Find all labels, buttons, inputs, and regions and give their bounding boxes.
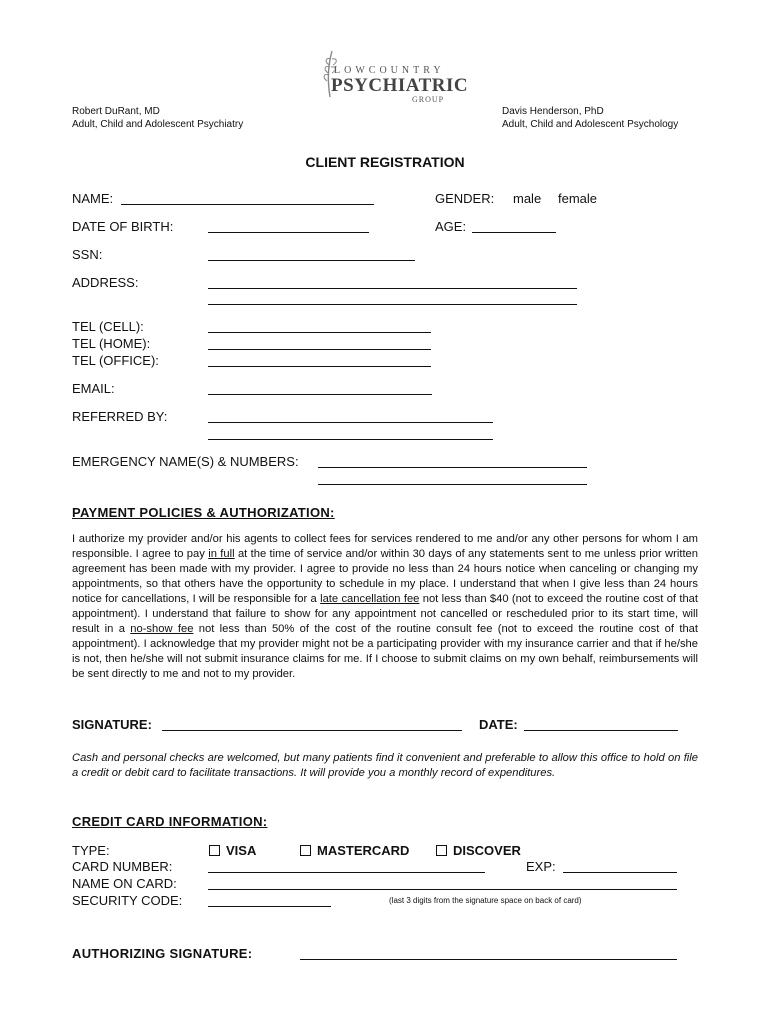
visa-option[interactable] [209, 843, 256, 858]
authorizing-signature-field[interactable] [300, 959, 677, 960]
dob-field[interactable] [208, 232, 369, 233]
ssn-field[interactable] [208, 260, 415, 261]
emergency-field-1[interactable] [318, 467, 587, 468]
provider-left-name: Robert DuRant, MD [72, 106, 160, 117]
email-field[interactable] [208, 394, 432, 395]
gender-female-option[interactable]: female [558, 191, 598, 206]
referred-label: REFERRED BY: [72, 409, 168, 424]
tel-office-label: TEL (OFFICE): [72, 353, 159, 368]
tel-home-field[interactable] [208, 349, 431, 350]
visa-checkbox-icon[interactable] [209, 845, 220, 856]
age-field[interactable] [472, 232, 556, 233]
mastercard-checkbox-icon[interactable] [300, 845, 311, 856]
payment-policy-text: I authorize my provider and/or his agents to collect fees for services rendered to me and/or any other persons for whom I am responsible. I agree to pay in full at the time of service and/or within 30 days of any statements sent to me unless prior written agreement has been made with my provider. I agree to provide no less than 24 hours notice when canceling or changing my appointments, so that others have the opportunity to schedule in my place. I understand that when I give less than 24 hours notice for cancellations, I will be responsible for a late cancellation fee not less than $40 (not to exceed the routine cost of that appointment). I understand that failure to show for any appointment not cancelled or rescheduled prior to its start time, will result in a no-show fee not less than 50% of the cost of the routine consult fee (not to exceed the routine cost of that appointment). I acknowledge that my provider might not be a participating provider with my insurance carrier and that if he/she is not, then he/she will not submit insurance claims for me. If I choose to submit claims on my own behalf, reimbursements will be sent directly to me and not to my provider. [72, 533, 698, 680]
security-code-label: SECURITY CODE: [72, 893, 183, 908]
visa-label: VISA [226, 843, 257, 858]
provider-right-title: Adult, Child and Adolescent Psychology [502, 119, 679, 130]
payment-heading: PAYMENT POLICIES & AUTHORIZATION: [72, 505, 335, 520]
exp-label: EXP: [526, 859, 556, 874]
date-label: DATE: [479, 717, 518, 732]
email-label: EMAIL: [72, 381, 115, 396]
signature-label: SIGNATURE: [72, 717, 152, 732]
signature-field[interactable] [162, 730, 462, 731]
exp-field[interactable] [563, 872, 677, 873]
tel-home-label: TEL (HOME): [72, 336, 151, 351]
mastercard-label: MASTERCARD [317, 843, 410, 858]
dob-label: DATE OF BIRTH: [72, 219, 174, 234]
logo-line2: PSYCHIATRIC [331, 75, 469, 96]
age-label: AGE: [435, 219, 467, 234]
name-on-card-label: NAME ON CARD: [72, 876, 177, 891]
card-number-label: CARD NUMBER: [72, 859, 173, 874]
card-number-field[interactable] [208, 872, 485, 873]
name-label: NAME: [72, 191, 114, 206]
discover-label: DISCOVER [453, 843, 521, 858]
discover-option[interactable] [436, 843, 521, 858]
provider-right-name: Davis Henderson, PhD [502, 106, 604, 117]
referred-field-1[interactable] [208, 422, 493, 423]
tel-cell-label: TEL (CELL): [72, 319, 144, 334]
logo-line1: LOWCOUNTRY [334, 65, 445, 76]
address-field-1[interactable] [208, 288, 577, 289]
referred-field-2[interactable] [208, 439, 493, 440]
emergency-label: EMERGENCY NAME(S) & NUMBERS: [72, 454, 299, 469]
tel-cell-field[interactable] [208, 332, 431, 333]
logo-line3: GROUP [412, 95, 445, 104]
discover-checkbox-icon[interactable] [436, 845, 447, 856]
cash-note: Cash and personal checks are welcomed, but many patients find it convenient and preferable to allow this office to hold on file a credit or debit card to facilitate transactions. It will provide you a monthly record of expenditures. [72, 752, 698, 779]
name-on-card-field[interactable] [208, 889, 677, 890]
tel-office-field[interactable] [208, 366, 431, 367]
security-code-field[interactable] [208, 906, 331, 907]
ssn-label: SSN: [72, 247, 103, 262]
name-field[interactable] [121, 204, 374, 205]
credit-heading: CREDIT CARD INFORMATION: [72, 814, 268, 829]
authorizing-signature-label: AUTHORIZING SIGNATURE: [72, 946, 253, 961]
page-title: CLIENT REGISTRATION [305, 154, 465, 170]
gender-label: GENDER: [435, 191, 495, 206]
gender-male-option[interactable]: male [513, 191, 542, 206]
security-code-note: (last 3 digits from the signature space on back of card) [389, 896, 582, 905]
logo [318, 47, 469, 107]
address-field-2[interactable] [208, 304, 577, 305]
date-field[interactable] [524, 730, 678, 731]
mastercard-option[interactable] [300, 843, 409, 858]
type-label: TYPE: [72, 843, 110, 858]
emergency-field-2[interactable] [318, 484, 587, 485]
provider-left-title: Adult, Child and Adolescent Psychiatry [72, 119, 244, 130]
address-label: ADDRESS: [72, 275, 139, 290]
